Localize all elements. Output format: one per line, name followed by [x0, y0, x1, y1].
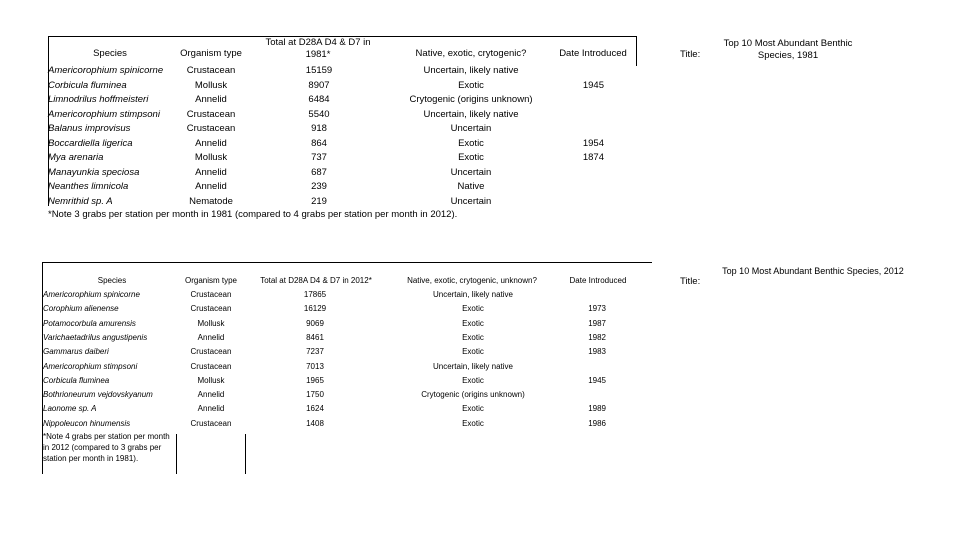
total-cell: 5540 — [308, 108, 330, 120]
column-divider — [176, 434, 177, 474]
total-cell: 1624 — [306, 404, 324, 414]
table-top-border — [42, 262, 652, 263]
date-introduced-cell: 1989 — [588, 404, 606, 414]
date-introduced-cell: 1954 — [582, 137, 604, 149]
table-title: Top 10 Most Abundant Benthic Species, 1981 — [723, 38, 853, 61]
header-species: Species — [97, 276, 127, 285]
date-introduced-cell: 1874 — [582, 152, 604, 163]
native-status-cell: Uncertain — [450, 166, 492, 178]
native-status-cell: Exotic — [462, 318, 484, 328]
organism-cell: Crustacean — [190, 418, 232, 428]
species-cell: Americorophium stimpsoni — [43, 361, 138, 371]
native-status-cell: Exotic — [458, 137, 484, 149]
total-cell: 239 — [311, 181, 327, 192]
header-total: Total at D28A D4 & D7 in 1981* — [265, 37, 371, 60]
organism-cell: Crustacean — [186, 108, 236, 120]
organism-cell: Crustacean — [190, 361, 232, 371]
organism-cell: Crustacean — [190, 304, 232, 314]
column-divider — [245, 434, 246, 474]
header-organism-type: Organism type — [180, 48, 242, 59]
total-cell: 7013 — [306, 361, 324, 371]
species-cell: Americorophium spinicorne — [43, 290, 140, 299]
species-cell: Corbicula fluminea — [48, 79, 127, 91]
organism-cell: Annelid — [195, 137, 227, 149]
native-status-cell: Exotic — [458, 79, 484, 91]
native-status-cell: Exotic — [462, 404, 484, 414]
organism-cell: Annelid — [197, 332, 225, 342]
native-status-cell: Exotic — [462, 304, 484, 314]
table-note: *Note 4 grabs per station per month in 2012 (compared to 3 grabs per station per month in 1981). — [43, 432, 170, 463]
organism-cell: Annelid — [195, 166, 227, 178]
total-cell: 17865 — [303, 290, 327, 299]
organism-cell: Crustacean — [186, 123, 236, 134]
native-status-cell: Exotic — [462, 418, 484, 428]
native-status-cell: Exotic — [462, 332, 484, 342]
native-status-cell: Exotic — [462, 375, 484, 385]
total-cell: 6484 — [308, 94, 330, 105]
total-cell: 1408 — [306, 418, 324, 428]
total-cell: 8461 — [306, 332, 324, 342]
header-organism-type: Organism type — [184, 276, 238, 285]
species-cell: Corophium alienense — [43, 304, 119, 314]
total-cell: 737 — [311, 152, 327, 163]
species-cell: Nippoleucon hinumensis — [43, 418, 131, 428]
total-cell: 7237 — [306, 347, 324, 357]
native-status-cell: Uncertain, likely native — [423, 65, 519, 76]
organism-cell: Nematode — [189, 195, 233, 207]
species-cell: Americorophium stimpsoni — [48, 108, 160, 120]
date-introduced-cell: 1986 — [588, 418, 606, 428]
native-status-cell: Uncertain, likely native — [432, 361, 514, 371]
total-cell: 918 — [311, 123, 327, 134]
native-status-cell: Uncertain — [450, 195, 492, 207]
table-title: Top 10 Most Abundant Benthic Species, 2012 — [722, 266, 904, 276]
organism-cell: Crustacean — [186, 65, 236, 76]
header-total: Total at D28A D4 & D7 in 2012* — [260, 276, 372, 285]
species-cell: Gammarus daiberi — [43, 347, 109, 357]
organism-cell: Annelid — [197, 390, 225, 400]
species-cell: Mya arenaria — [48, 152, 104, 163]
date-introduced-cell: 1982 — [588, 332, 606, 342]
organism-cell: Mollusk — [194, 152, 228, 163]
total-cell: 9069 — [306, 318, 324, 328]
native-status-cell: Native — [457, 181, 485, 192]
species-cell: Boccardiella ligerica — [48, 137, 133, 149]
native-status-cell: Uncertain, likely native — [432, 290, 514, 299]
header-native-status: Native, exotic, crytogenic? — [415, 48, 527, 59]
title-label: Title: — [680, 276, 701, 287]
total-cell: 864 — [311, 137, 327, 149]
organism-cell: Crustacean — [190, 347, 232, 357]
species-cell: Corbicula fluminea — [43, 375, 110, 385]
table-note: *Note 3 grabs per station per month in 1981 (compared to 4 grabs per station per month in 2012). — [48, 209, 458, 220]
organism-cell: Mollusk — [194, 79, 228, 91]
species-cell: Bothrioneurum vejdovskyanum — [43, 390, 153, 400]
organism-cell: Annelid — [197, 404, 225, 414]
total-cell: 1750 — [306, 390, 324, 400]
table-1981 — [48, 36, 636, 206]
date-introduced-cell: 1973 — [588, 304, 606, 314]
native-status-cell: Crytogenic (origins unknown) — [409, 94, 533, 105]
header-species: Species — [93, 48, 127, 59]
total-cell: 687 — [311, 166, 327, 178]
date-introduced-cell: 1945 — [582, 79, 604, 91]
total-cell: 16129 — [303, 304, 327, 314]
species-cell: Neanthes limnicola — [48, 181, 129, 192]
species-cell: Americorophium spinicorne — [48, 65, 164, 76]
species-cell: Limnodrilus hoffmeisteri — [48, 94, 149, 105]
organism-cell: Annelid — [195, 181, 227, 192]
date-introduced-cell: 1945 — [588, 375, 606, 385]
native-status-cell: Exotic — [458, 152, 484, 163]
species-cell: Balanus improvisus — [48, 123, 131, 134]
header-native-status: Native, exotic, crytogenic, unknown? — [407, 276, 537, 285]
title-label: Title: — [680, 49, 701, 60]
native-status-cell: Exotic — [462, 347, 484, 357]
header-date-introduced: Date Introduced — [559, 48, 627, 59]
organism-cell: Annelid — [195, 94, 227, 105]
total-cell: 8907 — [308, 79, 330, 91]
total-cell: 219 — [311, 195, 327, 207]
species-cell: Laonome sp. A — [43, 404, 97, 414]
species-cell: Manayunkia speciosa — [48, 166, 140, 178]
species-cell: Varichaetadrilus angustipenis — [43, 332, 148, 342]
native-status-cell: Uncertain, likely native — [423, 108, 519, 120]
species-cell: Potamocorbula amurensis — [43, 318, 136, 328]
total-cell: 1965 — [306, 375, 324, 385]
organism-cell: Mollusk — [197, 375, 225, 385]
organism-cell: Mollusk — [197, 318, 225, 328]
native-status-cell: Crytogenic (origins unknown) — [421, 390, 525, 400]
organism-cell: Crustacean — [190, 290, 232, 299]
header-date-introduced: Date Introduced — [569, 276, 627, 285]
table-2012 — [42, 262, 652, 474]
total-cell: 15159 — [305, 65, 333, 76]
date-introduced-cell: 1987 — [588, 318, 606, 328]
date-introduced-cell: 1983 — [588, 347, 606, 357]
native-status-cell: Uncertain — [450, 123, 492, 134]
species-cell: Nemrithid sp. A — [48, 195, 113, 207]
